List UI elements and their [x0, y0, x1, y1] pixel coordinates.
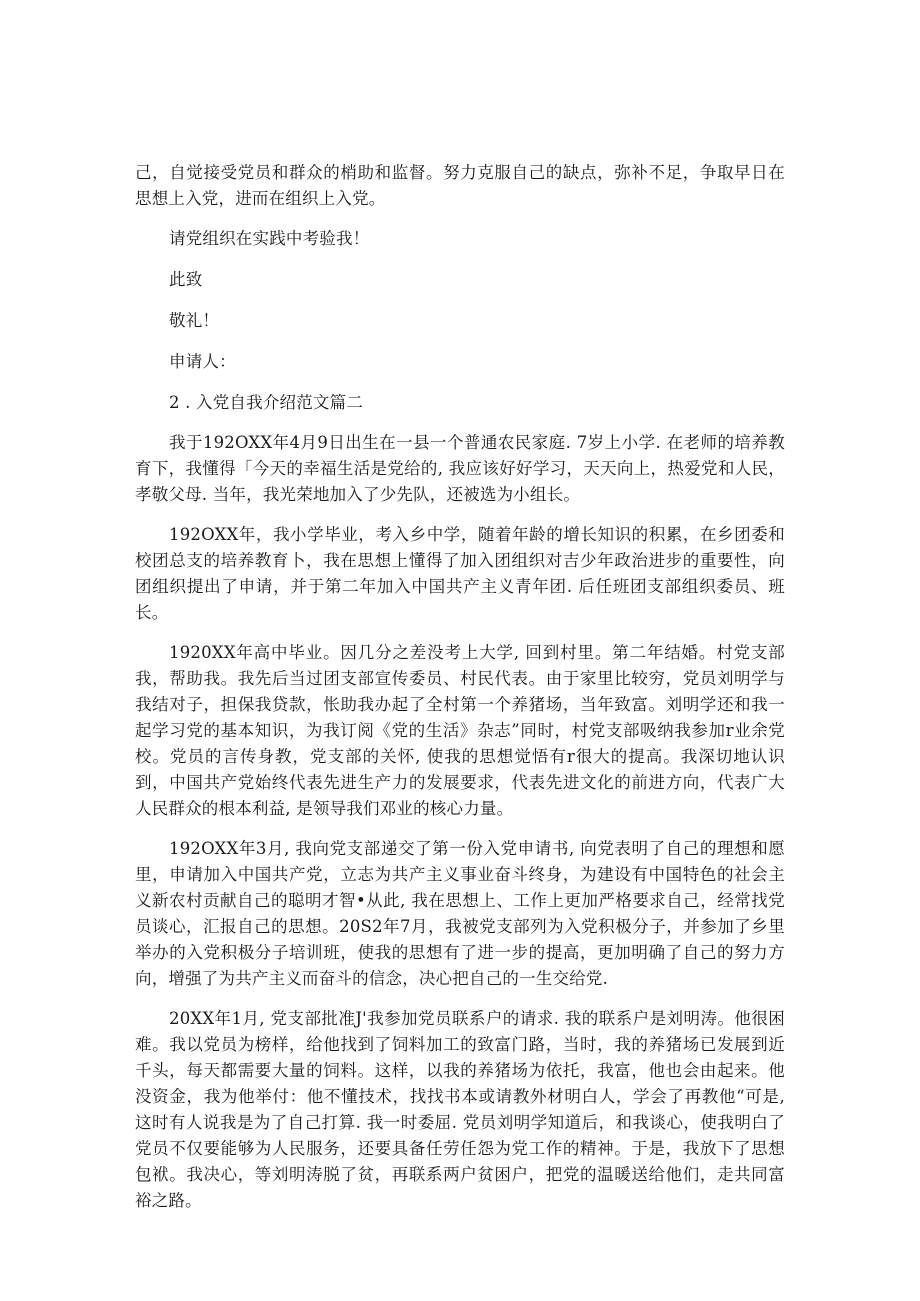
paragraph-3: 1920XX年高中毕业。因几分之差没考上大学, 回到村里。第二年结婚。村党支部我，帮助我。我先后当过团支部宣传委员、村民代表。由于家里比较穷，党员刘明学与我结对子，担保我贷款，怅助我办起了全村第一个养猪场，当年致富。刘明学还和我一起学习党的基本知识，为我订阅《党的生活》杂志”同时，村党支部吸纳我参加r业余党校。党员的言传身教，党支部的关怀, 使我的思想觉悟有r很大的提高。我深切地认识到，中国共产党始终代表先进生产力的发展要求，代表先进文化的前进方向，代表广大人民群众的根本利益, 是领导我们邓业的核心力量。: [135, 643, 785, 818]
document-body: [135, 160, 785, 1228]
intro-paragraph: 己，自觉接受党员和群众的梢助和监督。努力克服自己的缺点，弥补不足，争取早日在思想上入党，进而在组织上入党。: [135, 163, 785, 208]
greeting-line-2: 敬礼！: [169, 311, 220, 330]
paragraph-1: 我于192OXX年4月9日出生在一县一个普通农民家庭. 7岁上小学. 在老师的培养教育下，我懂得「今天的幸福生活是党给的, 我应该好好学习，天天向上，热爱党和人民，孝敬父母. 当年，我光荣地加入了少先队，还被选为小组长。: [135, 433, 785, 504]
paragraph-4: 192OXX年3月, 我向党支部递交了第一份入党申请书, 向党表明了自己的理想和愿里，申请加入中国共产党，立志为共产主义事业奋斗终身，为建设有中国特色的社会主义新农村贡献自己的聪明才智•从此, 我在思想上、工作上更加严格要求自己，经常找党员谈心，汇报自己的思想。20S2年7月，我被党支部列为入党积极分子，并参加了乡里举办的入党积极分子培训班，使我的思想有了进一步的提高，更加明确了自己的努力方向，增强了为共产主义而奋斗的信念，决心把自己的一生交给党.: [135, 839, 785, 988]
paragraph-5: 20XX年1月, 党支部批准J'我参加党员联系户的请求. 我的联系户是刘明涛。他很困难。我以党员为榜样，给他找到了饲料加工的致富门路，当时，我的养猪场已发展到近千头，每天都需要大量的饲料。这样，以我的养猪场为依托，我富，他也会由起来。他没资金，我为他举付：他不懂技术，找找书本或请教外材明白人，学会了再教他“可是, 这时有人说我是为了自己打算. 我一时委屈. 党员刘明学知道后，和我谈心，使我明白了党员不仅要能够为人民服务，还要具备任劳任怨为党工作的精神。于是，我放下了思想包袱。我决心，等刘明涛脱了贫，再联系两户贫困户，把党的温暖送给他们，走共同富裕之路。: [135, 1009, 785, 1210]
section-heading: 2 . 入党自我介绍范文篇二: [169, 393, 364, 412]
paragraph-2: 192OXX年，我小学毕业，考入乡中学，随着年龄的增长知识的积累，在乡团委和校团总支的培养教育卜，我在思想上懂得了加入团组织对吉少年政治进步的重要性，向团组织提出了申请，并于第二年加入中国共产主义青年团. 后任班团支部组织委员、班长。: [135, 525, 785, 622]
applicant-line: 申请人：: [169, 352, 236, 371]
greeting-line-1: 此致: [169, 270, 203, 289]
request-line: 请党组织在实践中考验我！: [169, 229, 370, 248]
